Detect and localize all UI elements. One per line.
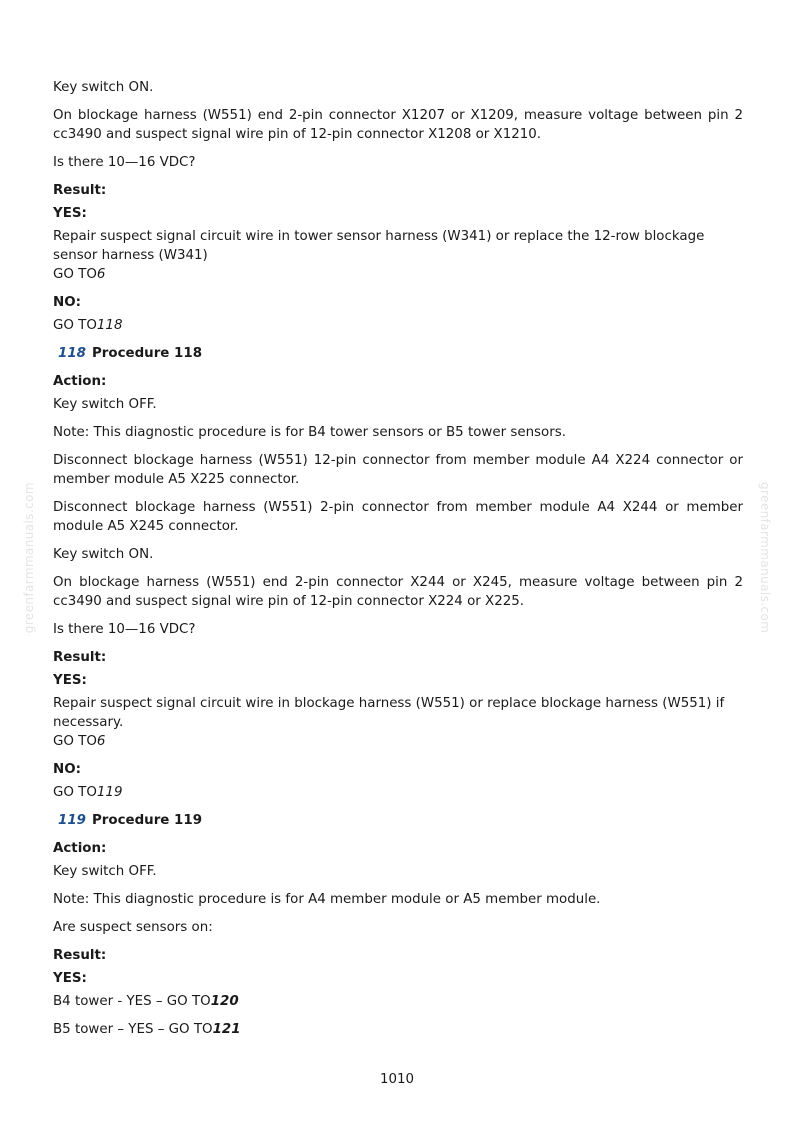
watermark-left: greenfarmmanuals.com	[22, 482, 36, 634]
no-goto	[53, 316, 743, 335]
result-label: Result:	[53, 183, 107, 198]
document-body	[53, 78, 743, 1039]
result-label: Result:	[53, 948, 107, 963]
b4-tower-goto	[53, 992, 743, 1011]
procedure-number[interactable]: 119	[58, 813, 86, 828]
yes-instruction: Repair suspect signal circuit wire in tower sensor harness (W341) or replace the 12-row blockage sensor harness (W341)	[53, 229, 705, 263]
step-measure-voltage: On blockage harness (W551) end 2-pin connector X244 or X245, measure voltage between pin 2 cc3490 and suspect signal wire pin of 12-pin connector X224 or X225.	[53, 575, 743, 609]
procedure-119-heading	[58, 811, 743, 830]
yes-label: YES:	[53, 673, 87, 688]
b5-tower-goto	[53, 1020, 743, 1039]
procedure-title: Procedure 118	[91, 346, 203, 361]
step-key-switch-on: Key switch ON.	[53, 547, 154, 562]
goto-link-119[interactable]: 119	[96, 785, 123, 800]
result-label: Result:	[53, 650, 107, 665]
goto-link-6[interactable]: 6	[96, 734, 106, 749]
goto-link-121[interactable]: 121	[212, 1022, 241, 1037]
no-label: NO:	[53, 762, 81, 777]
goto-link-120[interactable]: 120	[210, 994, 239, 1009]
step-key-switch-on: Key switch ON.	[53, 80, 154, 95]
b5-tower-text: B5 tower – YES – GO TO	[53, 1022, 213, 1037]
step-key-switch-off: Key switch OFF.	[53, 864, 157, 879]
yes-goto	[53, 265, 743, 284]
goto-text: GO TO	[53, 318, 97, 333]
goto-text: GO TO	[53, 267, 97, 282]
question-sensors: Are suspect sensors on:	[53, 920, 213, 935]
goto-text: GO TO	[53, 785, 97, 800]
watermark-right: greenfarmmanuals.com	[758, 482, 772, 634]
note-text: Note: This diagnostic procedure is for B4 tower sensors or B5 tower sensors.	[53, 425, 566, 440]
step-key-switch-off: Key switch OFF.	[53, 397, 157, 412]
page-number: 1010	[379, 1072, 415, 1087]
procedure-118-heading	[58, 344, 743, 363]
step-disconnect-2-pin: Disconnect blockage harness (W551) 2-pin connector from member module A4 X244 or member module A5 X245 connector.	[53, 500, 743, 534]
no-goto	[53, 783, 743, 802]
yes-label: YES:	[53, 206, 87, 221]
procedure-number[interactable]: 118	[58, 346, 86, 361]
action-label: Action:	[53, 841, 107, 856]
no-label: NO:	[53, 295, 81, 310]
procedure-title: Procedure 119	[91, 813, 203, 828]
question-voltage: Is there 10—16 VDC?	[53, 622, 196, 637]
b4-tower-text: B4 tower - YES – GO TO	[53, 994, 211, 1009]
goto-text: GO TO	[53, 734, 97, 749]
yes-label: YES:	[53, 971, 87, 986]
yes-instruction: Repair suspect signal circuit wire in blockage harness (W551) or replace blockage harness (W551) if necessary.	[53, 696, 725, 730]
note-text: Note: This diagnostic procedure is for A4 member module or A5 member module.	[53, 892, 601, 907]
yes-goto	[53, 732, 743, 751]
goto-link-118[interactable]: 118	[96, 318, 123, 333]
step-measure-voltage: On blockage harness (W551) end 2-pin connector X1207 or X1209, measure voltage between pin 2 cc3490 and suspect signal wire pin of 12-pin connector X1208 or X1210.	[53, 108, 743, 142]
question-voltage: Is there 10—16 VDC?	[53, 155, 196, 170]
goto-link-6[interactable]: 6	[96, 267, 106, 282]
action-label: Action:	[53, 374, 107, 389]
step-disconnect-12-pin: Disconnect blockage harness (W551) 12-pin connector from member module A4 X224 connector or member module A5 X225 connector.	[53, 453, 743, 487]
